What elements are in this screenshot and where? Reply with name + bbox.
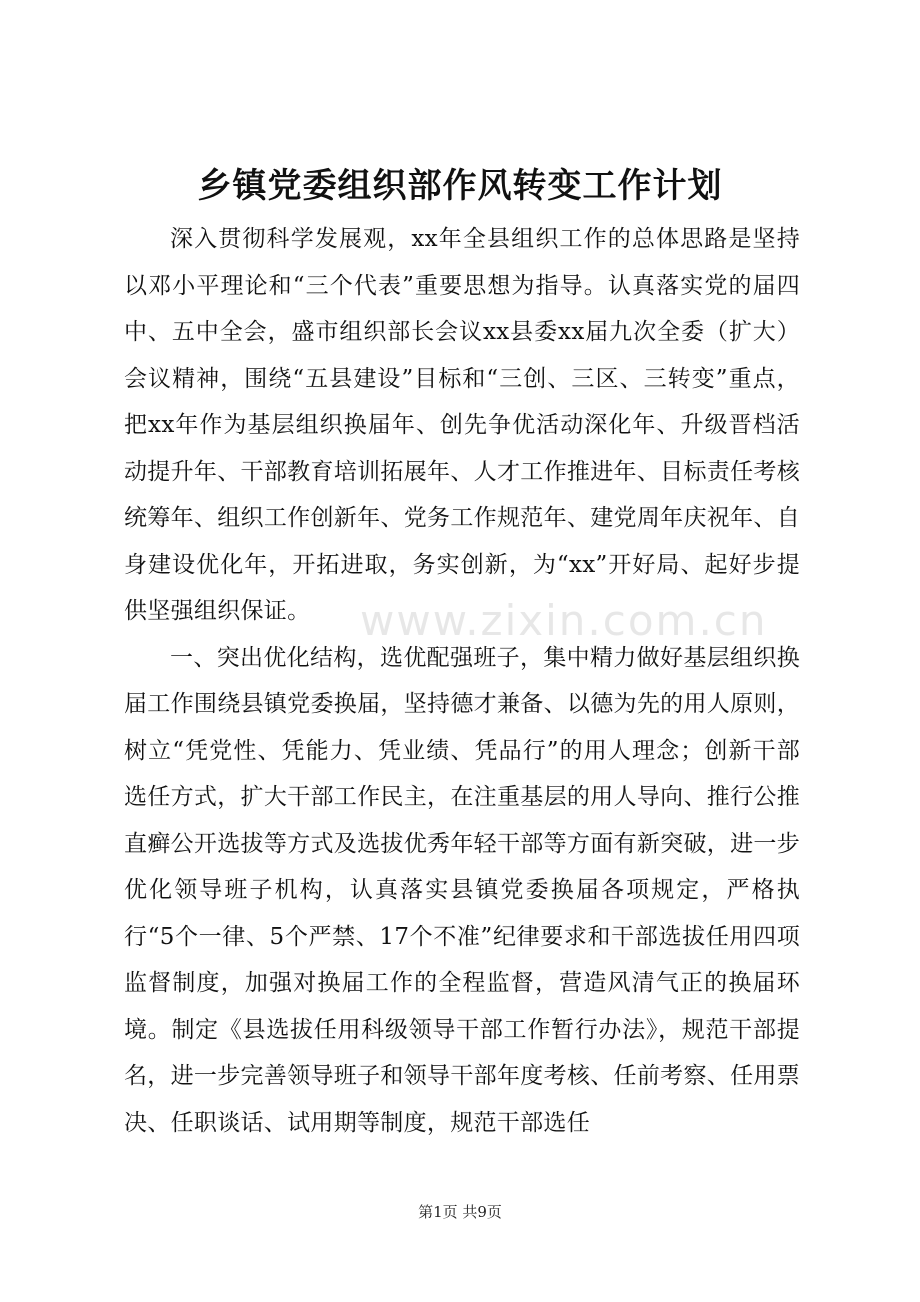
document-body — [124, 188, 800, 1146]
watermark: www.zixin.com.cn — [360, 596, 768, 645]
document-title: 乡镇党委组织部作风转变工作计划 — [197, 166, 723, 206]
page-number-footer: 第1页 共9页 — [418, 1203, 502, 1221]
paragraph-intro: 深入贯彻科学发展观，xx年全县组织工作的总体思路是坚持以邓小平理论和“三个代表”重要思想为指导。认真落实党的届四中、五中全会，盛市组织部长会议xx县委xx届九次全委（扩大）会议精神，围绕“五县建设”目标和“三创、三区、三转变”重点，把xx年作为基层组织换届年、创先争优活动深化年、升级晋档活动提升年、干部教育培训拓展年、人才工作推进年、目标责任考核统筹年、组织工作创新年、党务工作规范年、建党周年庆祝年、自身建设优化年，开拓进取，务实创新，为“xx”开好局、起好步提供坚强组织保证。 — [124, 226, 800, 624]
paragraph-section-one: 一、突出优化结构，选优配强班子，集中精力做好基层组织换届工作围绕县镇党委换届，坚持德才兼备、以德为先的用人原则，树立“凭党性、凭能力、凭业绩、凭品行”的用人理念；创新干部选任方式，扩大干部工作民主，在注重基层的用人导向、推行公推直癣公开选拔等方式及选拔优秀年轻干部等方面有新突破，进一步优化领导班子机构，认真落实县镇党委换届各项规定，严格执行“5个一律、5个严禁、17个不准”纪律要求和干部选拔任用四项监督制度，加强对换届工作的全程监督，营造风清气正的换届环境。制定《县选拔任用科级领导干部工作暂行办法》，规范干部提名，进一步完善领导班子和领导干部年度考核、任前考察、任用票决、任职谈话、试用期等制度，规范干部选任 — [124, 644, 800, 1136]
